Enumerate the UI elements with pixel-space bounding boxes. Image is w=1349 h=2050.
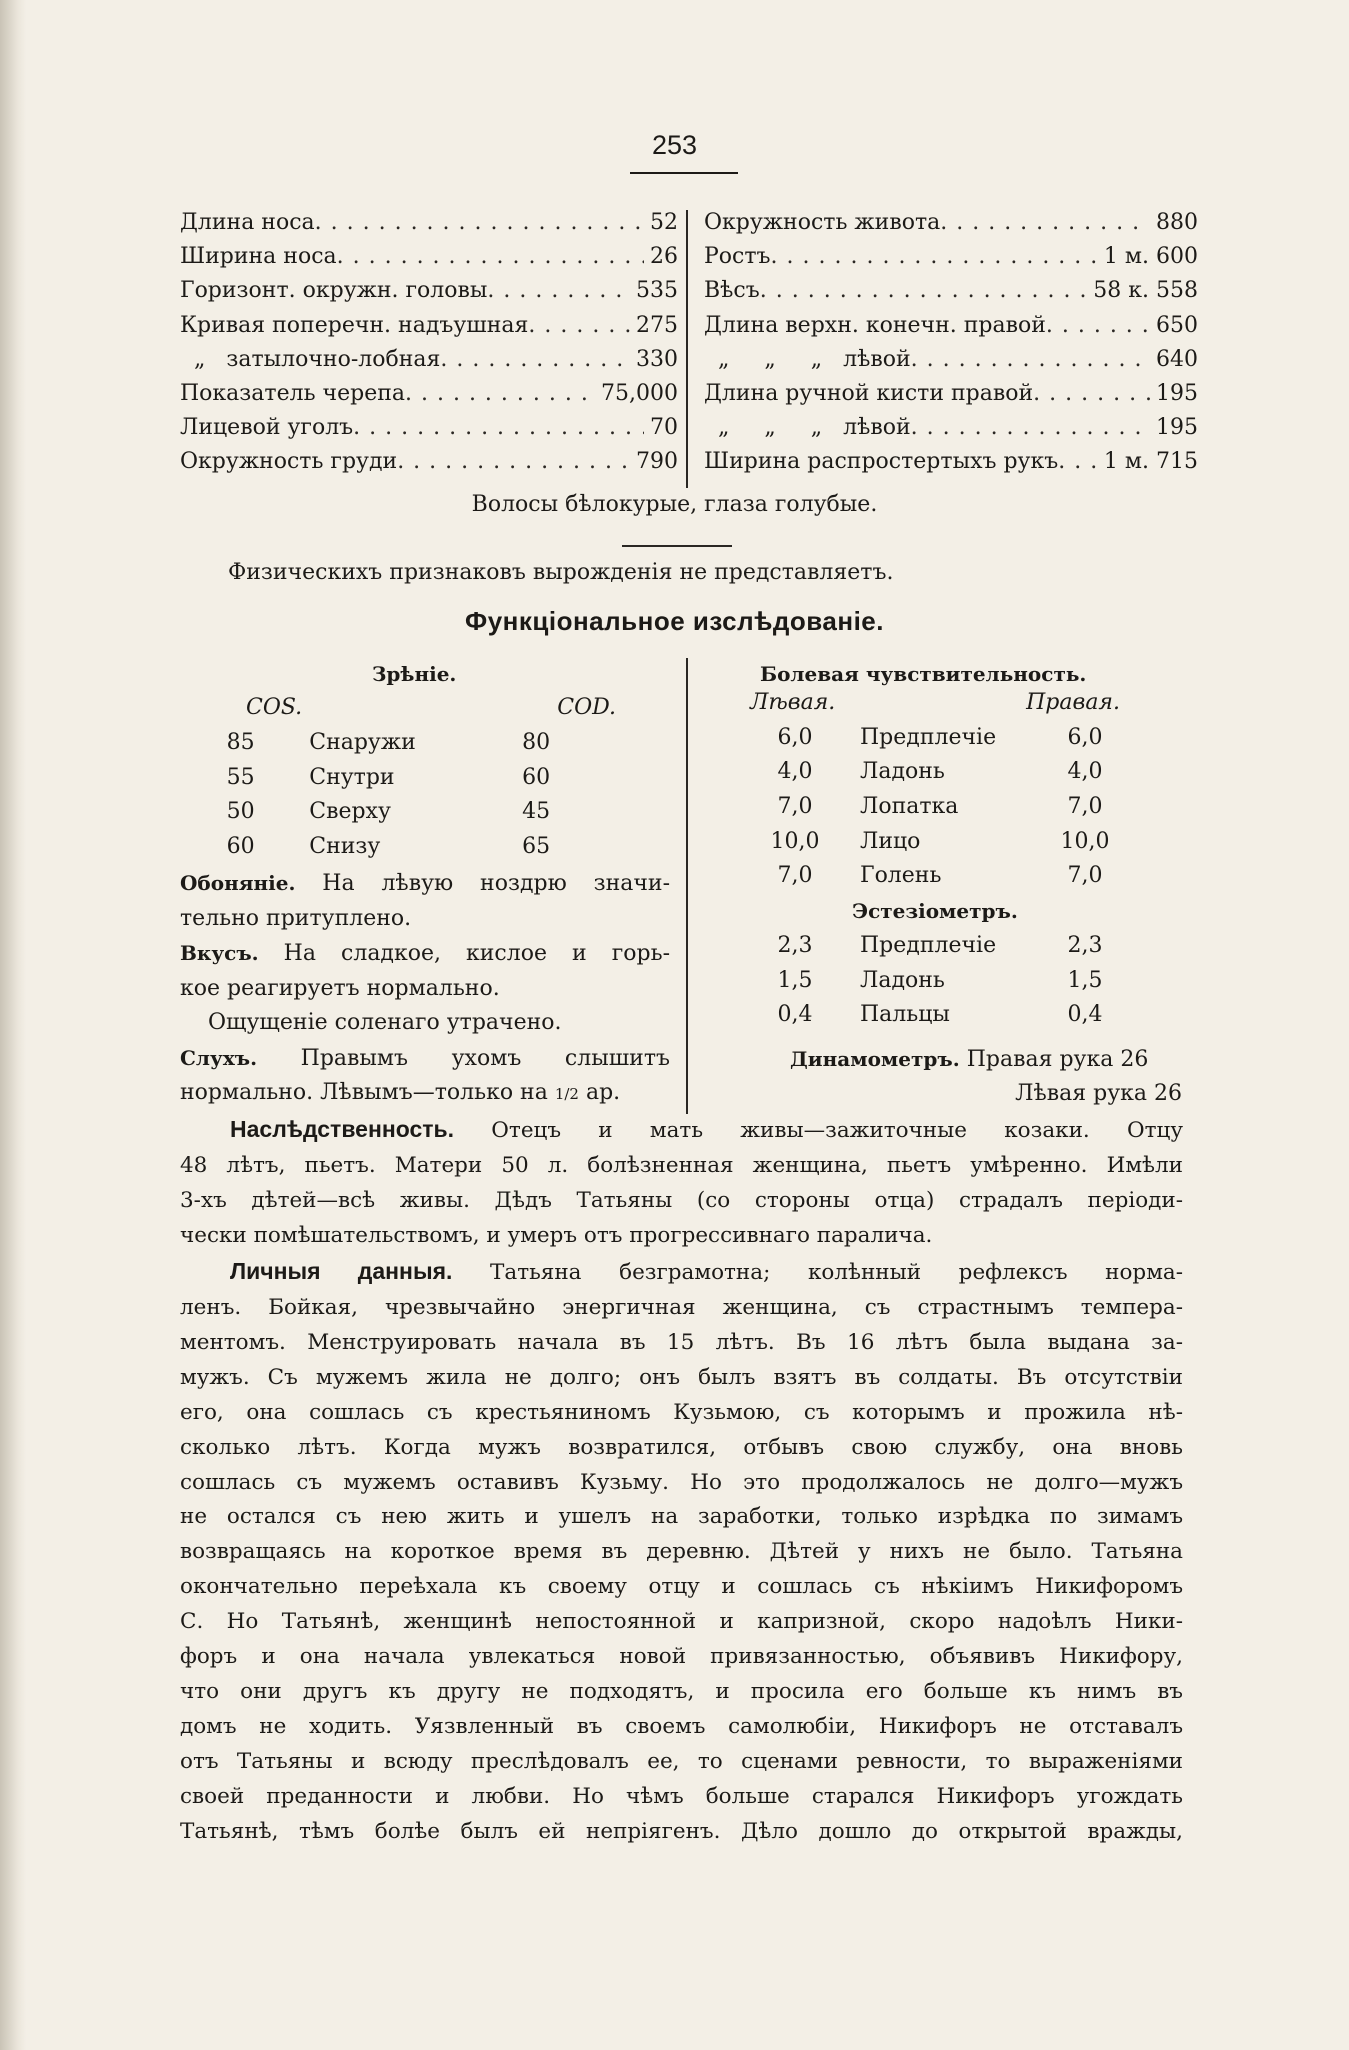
smell-paragraph: Обоняніе. На лѣвую ноздрю значи- тельно притуплено. Вкусъ. На сладкое, кислое и горь- кое реагируетъ нормально. Ощущеніе соленаго утрачено. Слухъ. Правымъ ухомъ слышитъ нормально. Лѣвымъ—только на 1/2 ар. bbox=[180, 871, 670, 1105]
measurement-row: Показатель черепа . . . 75,000 bbox=[180, 377, 678, 411]
page-number-rule bbox=[630, 172, 738, 174]
table-row: 7,0 Голень 7,0 bbox=[777, 863, 1103, 889]
measurement-row: Вѣсъ . . . 58 к. 558 bbox=[704, 274, 1198, 308]
hair-eyes-note: Волосы бѣлокурые, глаза голубые. bbox=[471, 492, 878, 517]
table-row: 50 Сверху 45 bbox=[226, 799, 551, 825]
personal-line: что они другъ къ другу не подходятъ, и просила его больше къ нимъ въ bbox=[180, 1679, 1183, 1705]
vision-title: Зрѣніе. bbox=[372, 662, 457, 686]
measurement-row: „ затылочно-лобная . . . 330 bbox=[180, 343, 678, 377]
personal-line: Татьянѣ, тѣмъ болѣе былъ ей непріягенъ. Дѣло дошло до открытой вражды, bbox=[180, 1819, 1183, 1845]
pain-title: Болевая чувствительность. bbox=[760, 662, 1087, 686]
measurements-left bbox=[180, 206, 678, 480]
measurement-row: Ростъ . . . 1 м. 600 bbox=[704, 240, 1198, 274]
measurement-row: „ „ „ лѣвой . . . 640 bbox=[704, 343, 1198, 377]
measurement-row: „ „ „ лѣвой . . . 195 bbox=[704, 411, 1198, 445]
table-row: 6,0 Предплечіе 6,0 bbox=[777, 724, 1103, 750]
table-row: 1,5 Ладонь 1,5 bbox=[777, 967, 1103, 993]
personal-line: ментомъ. Менструировать начала въ 15 лѣтъ. Въ 16 лѣтъ была выдана за- bbox=[180, 1329, 1183, 1355]
measurement-row: Лицевой уголъ . . . 70 bbox=[180, 411, 678, 445]
personal-line: его, она сошлась съ крестьяниномъ Кузьмою, съ которымъ и прожила нѣ- bbox=[180, 1399, 1183, 1425]
section-title: Функціональное изслѣдованіе. bbox=[465, 606, 884, 636]
personal-line: Личныя данныя. Татьяна безграмотна; колѣнный рефлексъ норма- bbox=[230, 1257, 1184, 1285]
personal-line: форъ и она начала увлекаться новой привязанностью, объявивъ Никифору, bbox=[180, 1644, 1183, 1670]
table-row: 10,0 Лицо 10,0 bbox=[770, 828, 1110, 854]
heredity-line: чески помѣшательствомъ, и умеръ отъ прогрессивнаго паралича. bbox=[180, 1222, 933, 1248]
section-rule bbox=[622, 545, 732, 547]
personal-line: отъ Татьяны и всюду преслѣдовалъ ее, то сценами ревности, то выраженіями bbox=[180, 1749, 1183, 1775]
measurement-row: Ширина носа . . . 26 bbox=[180, 240, 678, 274]
measurement-row: Окружность живота . . . 880 bbox=[704, 206, 1198, 240]
dynamometer-right: Динамометръ. Правая рука 26 bbox=[790, 1047, 1149, 1072]
esthesiometer-title: Эстезіометръ. bbox=[852, 899, 1018, 924]
column-divider bbox=[686, 658, 688, 1114]
table-row: 0,4 Пальцы 0,4 bbox=[777, 1002, 1103, 1028]
personal-line: сколько лѣтъ. Когда мужъ возвратился, отбывъ свою службу, она вновь bbox=[180, 1434, 1183, 1460]
measurements-right bbox=[704, 206, 1198, 480]
personal-line: ленъ. Бойкая, чрезвычайно энергичная женщина, съ страстнымъ темпера- bbox=[180, 1294, 1183, 1320]
physical-signs-note: Физическихъ признаковъ вырожденія не представляетъ. bbox=[228, 560, 894, 585]
measurement-row: Ширина распростертыхъ рукъ . . . 1 м. 715 bbox=[704, 445, 1198, 479]
personal-line: не остался съ нею жить и ушелъ на заработки, только изрѣдка по зимамъ bbox=[180, 1504, 1183, 1530]
personal-line: домъ не ходить. Уязвленный въ своемъ самолюбіи, Никифоръ не отставалъ bbox=[180, 1714, 1183, 1740]
measurement-row: Окружность груди . . . 790 bbox=[180, 445, 678, 479]
personal-line: своей преданности и любви. Но чѣмъ больше старался Никифоръ угождать bbox=[180, 1784, 1183, 1810]
personal-line: сошлась съ мужемъ оставивъ Кузьму. Но это продолжалось не долго—мужъ bbox=[180, 1469, 1183, 1495]
body-text bbox=[180, 1112, 1183, 1850]
personal-line: мужъ. Съ мужемъ жила не долго; онъ былъ взятъ въ солдаты. Въ отсутствіи bbox=[180, 1364, 1183, 1390]
dynamometer-left: Лѣвая рука 26 bbox=[1015, 1081, 1182, 1106]
pain-table bbox=[750, 686, 1120, 1033]
measurement-row: Кривая поперечн. надъушная . . . 275 bbox=[180, 309, 678, 343]
measurement-row: Длина ручной кисти правой . . . 195 bbox=[704, 377, 1198, 411]
table-row: 4,0 Ладонь 4,0 bbox=[777, 759, 1103, 785]
personal-line: возвращаясь на короткое время въ деревню. Дѣтей у нихъ не было. Татьяна bbox=[180, 1539, 1183, 1565]
pain-header: Лѣвая. Правая. bbox=[750, 690, 1120, 715]
column-divider bbox=[686, 210, 688, 488]
vision-table bbox=[196, 690, 636, 865]
table-row: 2,3 Предплечіе 2,3 bbox=[777, 932, 1103, 958]
measurement-row: Горизонт. окружн. головы . . . 535 bbox=[180, 274, 678, 308]
table-row: 55 Снутри 60 bbox=[226, 764, 551, 790]
page-number: 253 bbox=[651, 130, 698, 160]
table-row: 85 Снаружи 80 bbox=[226, 730, 551, 755]
measurement-row: Длина верхн. конечн. правой . . . 650 bbox=[704, 309, 1198, 343]
heredity-line: Наслѣдственность. Отецъ и мать живы—зажиточные козаки. Отцу bbox=[230, 1116, 1183, 1143]
measurement-row: Длина носа . . . 52 bbox=[180, 206, 678, 240]
vision-header: COS. COD. bbox=[246, 695, 616, 720]
table-row: 7,0 Лопатка 7,0 bbox=[777, 794, 1103, 820]
heredity-line: 48 лѣтъ, пьетъ. Матери 50 л. болѣзненная женщина, пьетъ умѣренно. Имѣли bbox=[180, 1152, 1183, 1178]
heredity-line: 3-хъ дѣтей—всѣ живы. Дѣдъ Татьяны (со стороны отца) страдалъ періоди- bbox=[180, 1187, 1183, 1213]
personal-line: С. Но Татьянѣ, женщинѣ непостоянной и капризной, скоро надоѣлъ Ники- bbox=[180, 1609, 1183, 1635]
page-edge-shadow bbox=[0, 0, 26, 2050]
table-row: 60 Снизу 65 bbox=[226, 834, 551, 860]
personal-line: окончательно переѣхала къ своему отцу и сошлась съ нѣкіимъ Никифоромъ bbox=[180, 1574, 1183, 1600]
